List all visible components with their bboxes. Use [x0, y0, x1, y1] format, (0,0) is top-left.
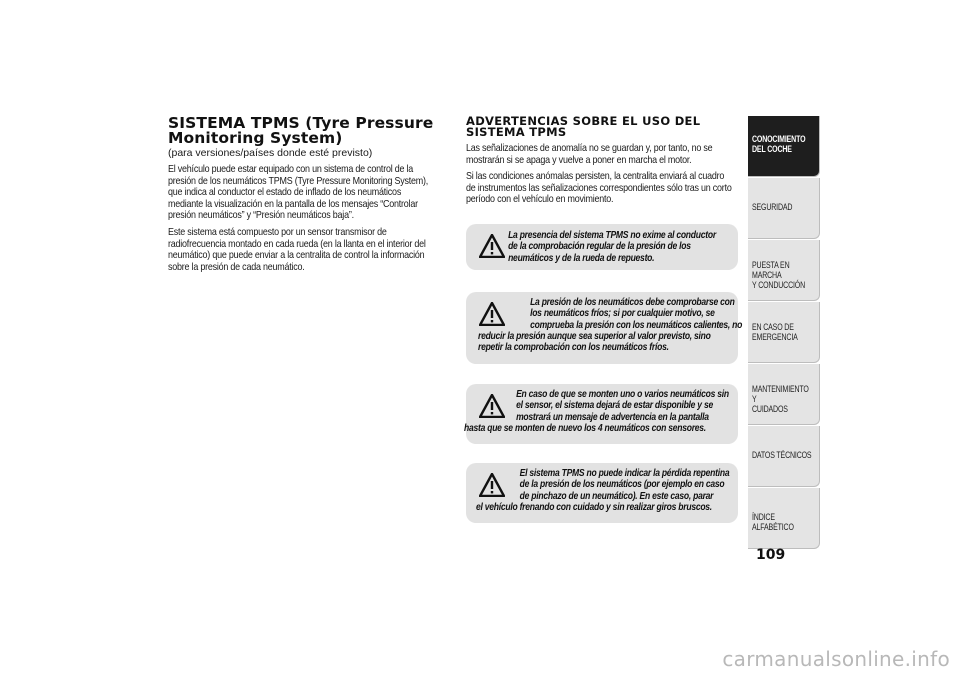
tab-label: Y CONDUCCIÓN: [752, 280, 806, 290]
warning-box-1: [466, 224, 738, 270]
warning-text: [476, 468, 745, 513]
watermark: carmanualsonline.info: [722, 647, 950, 671]
warning-box-2: [466, 292, 743, 364]
chapter-tabs: [748, 116, 820, 550]
warning-text: [478, 297, 743, 353]
text-line: presión de los neumáticos TPMS (Tyre Pressure Monitoring System),: [168, 175, 429, 187]
text-line: neumáticos y de la rueda de repuesto.: [508, 252, 655, 264]
text-line: presión neumáticos” y “Presión neumáticos baja”.: [168, 210, 354, 222]
tab-puesta-en-marcha[interactable]: [748, 240, 820, 301]
text-line: de la presión de los neumáticos (por ejemplo en caso: [519, 479, 725, 491]
tab-indice-alfabetico[interactable]: [748, 488, 820, 549]
title-line-2: Monitoring System): [168, 129, 343, 147]
tab-seguridad[interactable]: [748, 178, 820, 239]
warning-text: [456, 230, 725, 264]
warning-box-4: [466, 463, 738, 523]
text-line: mostrarán si se apaga y vuelve a poner en marcha el motor.: [466, 154, 692, 166]
text-line: Las señalizaciones de anomalía no se guardan y, por tanto, no se: [466, 143, 713, 154]
tab-label: DATOS TÉCNICOS: [752, 450, 812, 460]
text-line: En caso de que se monten uno o varios neumáticos sin: [516, 389, 729, 400]
warnings-section: [466, 116, 738, 206]
paragraph-components: [168, 227, 450, 273]
text-line: radiofrecuencia montado en cada rueda (en la llanta en el interior del: [168, 238, 426, 250]
tab-label: CUIDADOS: [752, 404, 788, 414]
tab-label: SEGURIDAD: [752, 202, 793, 212]
text-line: período con el vehículo en movimiento.: [466, 194, 614, 206]
title-line-2: SISTEMA TPMS: [466, 125, 567, 139]
tab-label: MANTENIMIENTO Y: [752, 384, 809, 404]
tab-en-caso-de-emergencia[interactable]: [748, 302, 820, 363]
text-line: mostrará un mensaje de advertencia en la pantalla: [516, 411, 709, 423]
tab-label: ÍNDICE ALFABÉTICO: [752, 512, 794, 532]
text-line: Si las condiciones anómalas persisten, la centralita enviará al cuadro: [466, 171, 725, 183]
text-line: comprueba la presión con los neumáticos calientes, no: [530, 319, 743, 331]
text-line: El vehículo puede estar equipado con un sistema de control de la: [168, 164, 414, 175]
text-line: los neumáticos fríos; si por cualquier motivo, se: [530, 308, 715, 320]
tab-label: PUESTA EN MARCHA: [752, 260, 790, 280]
paragraph-persist: [466, 171, 738, 206]
tpms-section: [168, 116, 450, 273]
text-line: de instrumentos las señalizaciones correspondientes sólo tras un corto: [466, 182, 732, 194]
text-line: el vehículo frenando con cuidado y sin realizar giros bruscos.: [476, 501, 712, 513]
text-line: La presencia del sistema TPMS no exime al conductor: [508, 230, 716, 241]
text-line: El sistema TPMS no puede indicar la pérdida repentina: [519, 468, 730, 479]
text-line: hasta que se monten de nuevo los 4 neumáticos con sensores.: [464, 422, 706, 434]
section-title: [168, 116, 450, 146]
page-number: 109: [756, 547, 786, 563]
text-line: de la comprobación regular de la presión de los: [508, 241, 691, 253]
text-line: repetir la comprobación con los neumáticos fríos.: [478, 342, 669, 354]
text-line: que indica al conductor el estado de inflado de los neumáticos: [168, 187, 402, 199]
text-line: La presión de los neumáticos debe comprobarse con: [530, 297, 735, 308]
tab-label: EMERGENCIA: [752, 332, 798, 342]
text-line: Este sistema está compuesto por un sensor transmisor de: [168, 226, 387, 238]
section-subtitle: (para versiones/países donde esté previsto): [168, 147, 373, 159]
text-line: reducir la presión aunque sea superior al valor previsto, sino: [478, 330, 711, 342]
text-line: neumático) que puede enviar a la centralita de control la información: [168, 250, 425, 262]
warning-box-3: [466, 384, 738, 444]
tab-label: CONOCIMIENTO: [752, 134, 806, 144]
text-line: el sensor, el sistema dejará de estar disponible y se: [516, 400, 713, 412]
tab-label: DEL COCHE: [752, 144, 792, 154]
title-line-1: ADVERTENCIAS SOBRE EL USO DEL: [466, 114, 701, 128]
paragraph-anomalies: [466, 143, 738, 166]
title-line-1: SISTEMA TPMS (Tyre Pressure: [168, 114, 434, 132]
paragraph-intro: [168, 164, 450, 222]
text-line: mediante la visualización en la pantalla de los mensajes “Controlar: [168, 198, 418, 210]
tab-datos-tecnicos[interactable]: [748, 426, 820, 487]
warnings-title: [466, 116, 738, 138]
tab-conocimiento-del-coche[interactable]: [748, 116, 820, 177]
tab-mantenimiento[interactable]: [748, 364, 820, 425]
text-line: sobre la presión de cada neumático.: [168, 261, 305, 273]
tab-label: EN CASO DE: [752, 322, 794, 332]
text-line: de pinchazo de un neumático). En este caso, parar: [519, 490, 714, 502]
warning-text: [464, 389, 733, 434]
